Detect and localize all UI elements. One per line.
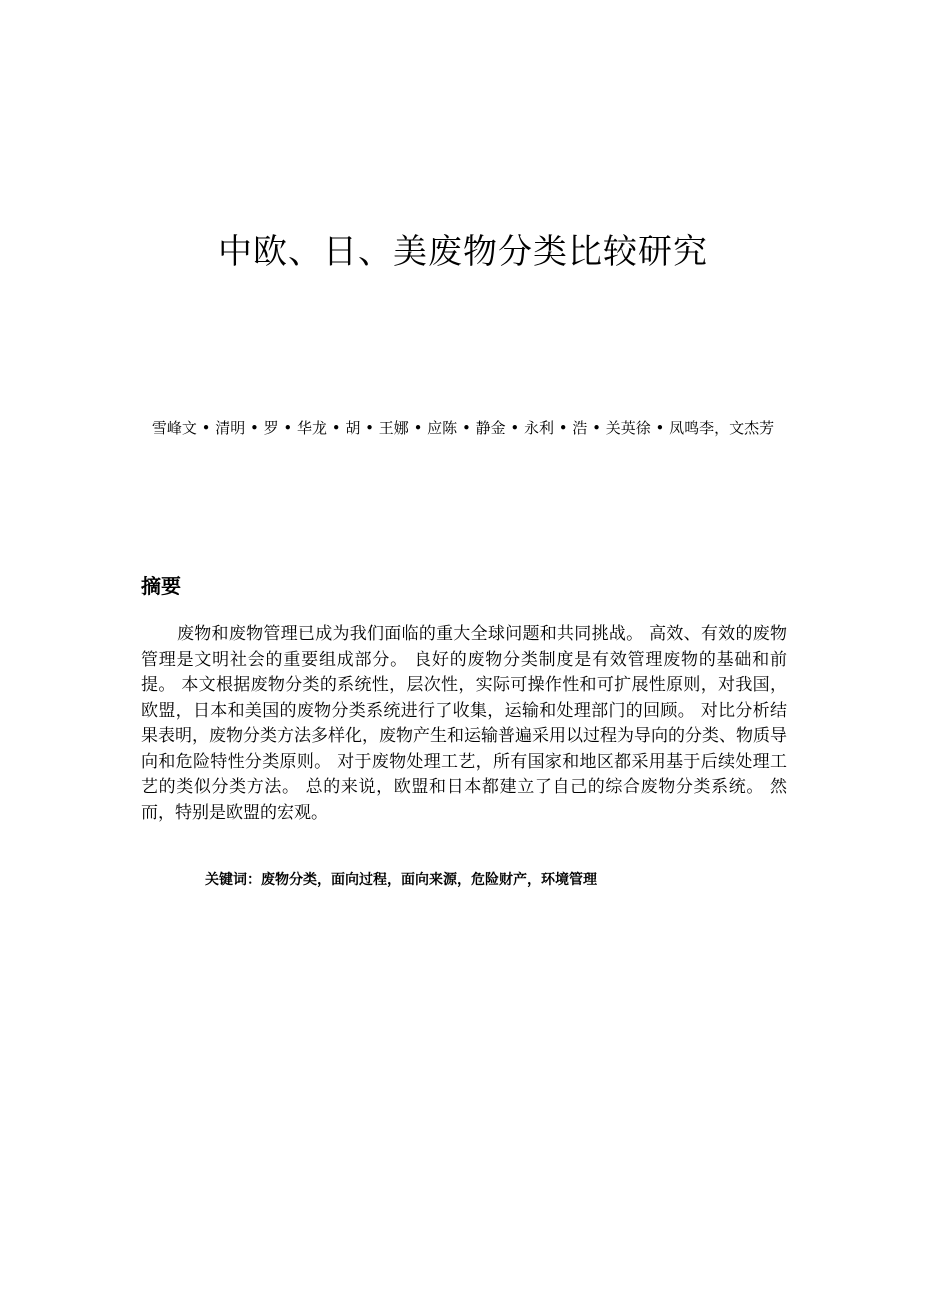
paper-title: 中欧、日、美废物分类比较研究 <box>218 232 708 272</box>
abstract-text: 废物和废物管理已成为我们面临的重大全球问题和共同挑战。 高效、有效的废物管理是文明社会的重要组成部分。 良好的废物分类制度是有效管理废物的基础和前提。 本文根据废物分类的系统性，层次性，实际可操作性和可扩展性原则，对我国，欧盟，日本和美国的废物分类系统进行了收集，运输和处理部门的回顾。 对比分析结果表明，废物分类方法多样化，废物产生和运输普遍采用以过程为导向的分类、物质导向和危险特性分类原则。 对于废物处理工艺，所有国家和地区都采用基于后续处理工艺的类似分类方法。 总的来说，欧盟和日本都建立了自己的综合废物分类系统。 然而，特别是欧盟的宏观。 <box>141 624 787 823</box>
abstract-heading: 摘要 <box>141 574 181 598</box>
author-list: 雪峰文 • 清明 • 罗 • 华龙 • 胡 • 王娜 • 应陈 • 静金 • 永利 • 浩 • 关英徐 • 凤鸣李，文杰芳 <box>151 419 775 437</box>
keywords-line: 关键词：废物分类，面向过程，面向来源，危险财产，环境管理 <box>205 872 597 888</box>
